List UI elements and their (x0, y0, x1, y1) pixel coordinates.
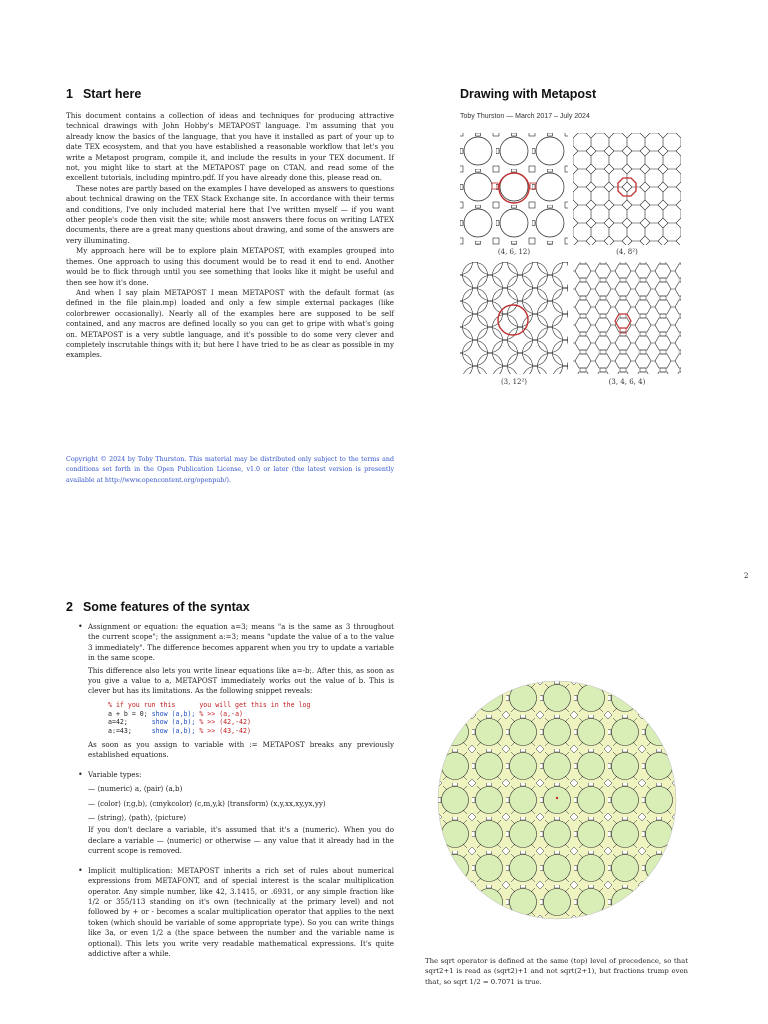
figure-caption-text: The sqrt operator is defined at the same (top) level of precedence, so that sqrt2+1 is read as (sqrt2)+1 and not sqrt(2+1), but fractions trump even that, so sqrt 1/2 = 0.7071 is true. (425, 957, 688, 986)
code-line-2-right: % >> (a,-a) (199, 709, 244, 718)
code-line-1-left: % if you run this (108, 700, 176, 709)
code-line-4-show: show (a,b); (151, 727, 196, 736)
document-title: Drawing with Metapost (460, 87, 597, 101)
figure-caption (425, 956, 688, 987)
section-1-paragraph-2: These notes are partly based on the examples I have developed as answers to questions about technical drawing on the TEX Stack Exchange site. In accordance with their terms and conditions, I've only included material here that I've written myself — if you want other people's code then visit the site; while most answers there focus on writing LATEX documents, there are a great many questions about drawing, and some of the answers are very illuminating. (66, 183, 394, 245)
tiling-4-6-12 (460, 133, 568, 245)
variable-types-line-1: — ⟨numeric⟩ a, ⟨pair⟩ (a,b) (88, 784, 183, 794)
code-line-4-right: % >> (43,-42) (199, 727, 251, 736)
section-1-heading (66, 87, 141, 101)
tiling-caption-3: (3, 12²) (500, 378, 528, 386)
assignment-paragraph-1: • Assignment or equation: the equation a=3; means "a is the same as 3 throughout the current scope"; the assignment a:=3; means "update the value of a to the value 3 immediately". The difference becomes apparent when you try to update a variable in the same scope. (88, 622, 394, 663)
variable-types-paragraph: If you don't declare a variable, it's assumed that it's a ⟨numeric⟩. When you do declare a variable — ⟨numeric⟩ or otherwise — any value that it already had in the current scope is removed. (88, 825, 394, 856)
tiling-4-8-8 (573, 133, 681, 245)
section-2-number: 2 (66, 600, 73, 614)
tiling-caption-1: (4, 6, 12) (497, 248, 531, 256)
section-1-paragraph-1: This document contains a collection of ideas and techniques for producing attractive technical drawings with John Hobby's METAPOST language. I'm assuming that you already know the basics of the language, that you have it installed as part of your up to date TEX ecosystem, and that you have established a reasonable workflow that let's you write a Metapost program, compile it, and include the results in your TEX document. If not, you might like to start at the METAPOST page on CTAN, and read some of the excellent tutorials, including mpintro.pdf. If you have already done this, please read on. (66, 111, 394, 183)
section-1-paragraph-4: And when I say plain METAPOST I mean METAPOST with the default format (as defined in the file plain.mp) loaded and only a few simple external packages (like colorbrewer occasionally). Nearly all of the examples here are supposed to be self contained, and any macros are defined locally so you can get to gripe with what's going on. METAPOST is a very subtle language, and it's possible to do some very clever and completely inscrutable things with it; but here I have tried to be as clear as possible in my examples. (66, 287, 394, 360)
assignment-paragraph-3: As soon as you assign to variable with := METAPOST breaks any previously established equations. (88, 740, 394, 760)
tiling-3-12-12 (460, 262, 568, 374)
tiling-caption-2: (4, 8²) (616, 248, 638, 256)
tiling-3-4-6-4 (573, 262, 681, 374)
code-line-4-left: a:=43; (108, 727, 132, 736)
variable-types-line-2: — ⟨color⟩ (r,g,b), ⟨cmykcolor⟩ (c,m,y,k) ⟨transform⟩ (x,y,xx,xy,yx,yy) (88, 798, 326, 808)
code-line-3-right: % >> (42,-42) (199, 718, 251, 727)
circle-packing-figure (437, 680, 677, 920)
center-point (556, 797, 558, 799)
implicit-multiplication-paragraph: • Implicit multiplication: METAPOST inherits a rich set of rules about numerical expressions from METAFONT, and of special interest is the scalar multiplication operator. Any simple number, like 42, 3.1415, or .6931, or any simple fraction like 1/2 or 355/113 standing on it's own (technically at the primary level) and not followed by + or - becomes a scalar multiplication operator that applies to the next token (which should be variable of some appropriate type). So you can write things like 3a, or even 1/2 a (the space between the number and the variable name is optional). This lets you write very readable mathematical expressions. It's quite addictive after a while. (88, 865, 394, 958)
bullet-assignment (76, 622, 394, 761)
page-number: 2 (744, 572, 749, 580)
bullet-implicit-multiplication (76, 866, 394, 960)
section-1-body (66, 111, 394, 361)
assignment-paragraph-2: This difference also lets you write linear equations like a=-b;. After this, as soon as you give a value to a, METAPOST immediately works out the value of b. This is clever but has its limitations. As the following snippet reveals: (88, 665, 394, 696)
code-snippet (108, 701, 394, 736)
code-line-2-show: show (a,b); (151, 709, 196, 718)
section-1-number: 1 (66, 87, 73, 101)
section-2-title: Some features of the syntax (82, 600, 250, 614)
bullet-variable-types (76, 770, 394, 857)
code-line-3-left: a=42; (108, 718, 128, 727)
variable-types-intro: • Variable types: (88, 769, 142, 779)
code-line-2-left: a + b = 0; (108, 709, 148, 718)
document-byline: Toby Thurston — March 2017 – July 2024 (460, 113, 590, 120)
copyright-notice: Copyright © 2024 by Toby Thurston. This material may be distributed only subject to the terms and conditions set forth in the Open Publication License, v1.0 or later (the latest version is presently available at http://www.opencontent.org/openpub/). (66, 456, 394, 484)
section-1-title: Start here (82, 87, 142, 101)
section-1-paragraph-3: My approach here will be to explore plain METAPOST, with examples grouped into themes. One approach to using this document would be to read it end to end. Another would be to flick through until you see something that looks like it might be useful and then see how it's done. (66, 246, 394, 287)
tiling-caption-4: (3, 4, 6, 4) (608, 378, 646, 386)
section-2-heading (66, 600, 250, 614)
section-2-body (76, 622, 394, 959)
code-line-3-show: show (a,b); (151, 718, 196, 727)
variable-types-line-3: — ⟨string⟩, ⟨path⟩, ⟨picture⟩ (88, 813, 187, 823)
code-line-1-right: you will get this in the log (199, 700, 311, 709)
